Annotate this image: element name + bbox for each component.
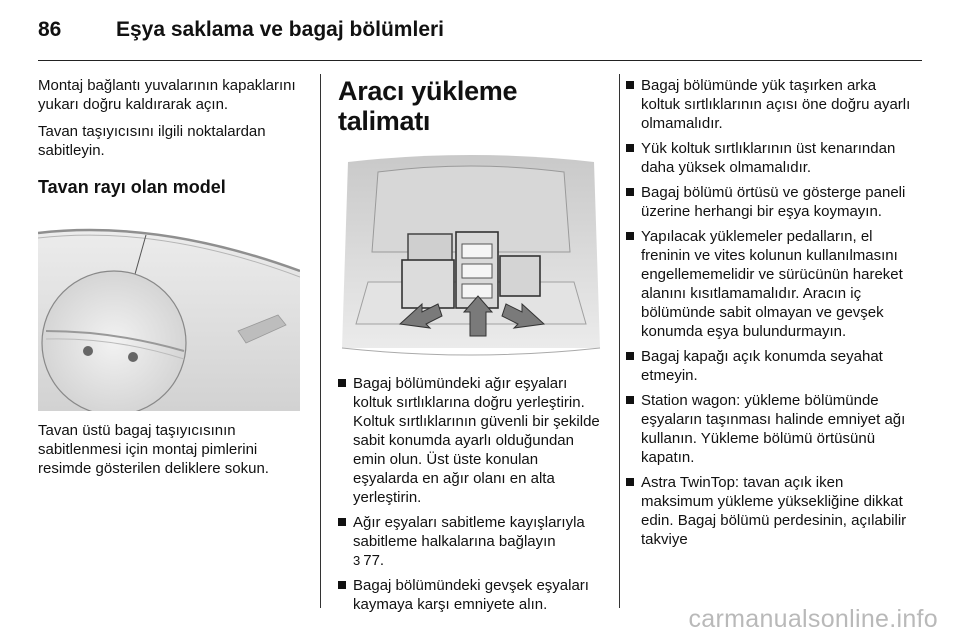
loading-bullet-list-continued [626, 76, 912, 549]
section-heading-roof-rail: Tavan rayı olan model [38, 177, 226, 197]
site-watermark: carmanualsonline.info [688, 605, 938, 633]
column-left [38, 76, 300, 486]
list-item: Bagaj bölümü örtüsü ve gösterge paneli üzerine herhangi bir eşya koymayın. [626, 183, 912, 221]
section-heading-loading: Aracı yükleme talimatı [338, 76, 518, 136]
loading-bullet-list [338, 374, 604, 614]
list-item: Bagaj bölümünde yük taşırken arka koltuk sırtlıklarının açısı öne doğru ayarlı olmamalıdır. [626, 76, 912, 133]
list-item: Yapılacak yüklemeler pedalların, el freninin ve vites kolunun kullanılmasını engellememelidir ve sürücünün hareket alanını kısıtlamamalıdır. Aracın iç bölümünde sabit olmayan ve gevşek konumda eşya bulundurmayın. [626, 227, 912, 341]
page-reference: 77. [363, 552, 385, 569]
column-divider [619, 74, 620, 608]
list-item: Bagaj bölümündeki gevşek eşyaları kaymaya karşı emniyete alın. [338, 576, 604, 614]
paragraph-open-covers: Montaj bağlantı yuvalarının kapaklarını yukarı doğru kaldırarak açın. [38, 77, 296, 113]
page-number: 86 [38, 18, 62, 41]
page-header [38, 18, 922, 48]
page-reference-icon: 3 [353, 553, 361, 568]
roof-rail-illustration [38, 211, 300, 411]
column-middle [338, 76, 604, 620]
column-divider [320, 74, 321, 608]
trunk-loading-illustration [338, 152, 604, 360]
page-title: Eşya saklama ve bagaj bölümleri [116, 18, 445, 41]
list-item: Astra TwinTop: tavan açık iken maksimum yükleme yüksekliğine dikkat edin. Bagaj bölümü perdesinin, açılabilir takviye [626, 473, 912, 549]
column-right [626, 76, 912, 555]
list-item: Bagaj bölümündeki ağır eşyaları koltuk sırtlıklarına doğru yerleştirin. Koltuk sırtlıklarının güvenli bir şekilde sabit konumda ayarlı olduğundan emin olun. Üst üste konulan eşyalarda en ağır olanı en alta yerleştirin. [338, 374, 604, 507]
header-rule [38, 60, 922, 61]
paragraph-fix-carrier: Tavan taşıyıcısını ilgili noktalardan sabitleyin. [38, 123, 266, 159]
paragraph-insert-pins: Tavan üstü bagaj taşıyıcısının sabitlenmesi için montaj pimlerini resimde gösterilen deliklere sokun. [38, 422, 269, 477]
list-item: Bagaj kapağı açık konumda seyahat etmeyin. [626, 347, 912, 385]
list-item: Yük koltuk sırtlıklarının üst kenarından daha yüksek olmamalıdır. [626, 139, 912, 177]
list-item: Ağır eşyaları sabitleme kayışlarıyla sabitleme halkalarına bağlayın 3 77. [338, 513, 604, 570]
list-item: Station wagon: yükleme bölümünde eşyaların taşınması halinde emniyet ağı kullanın. Yükleme bölümü örtüsünü kapatın. [626, 391, 912, 467]
